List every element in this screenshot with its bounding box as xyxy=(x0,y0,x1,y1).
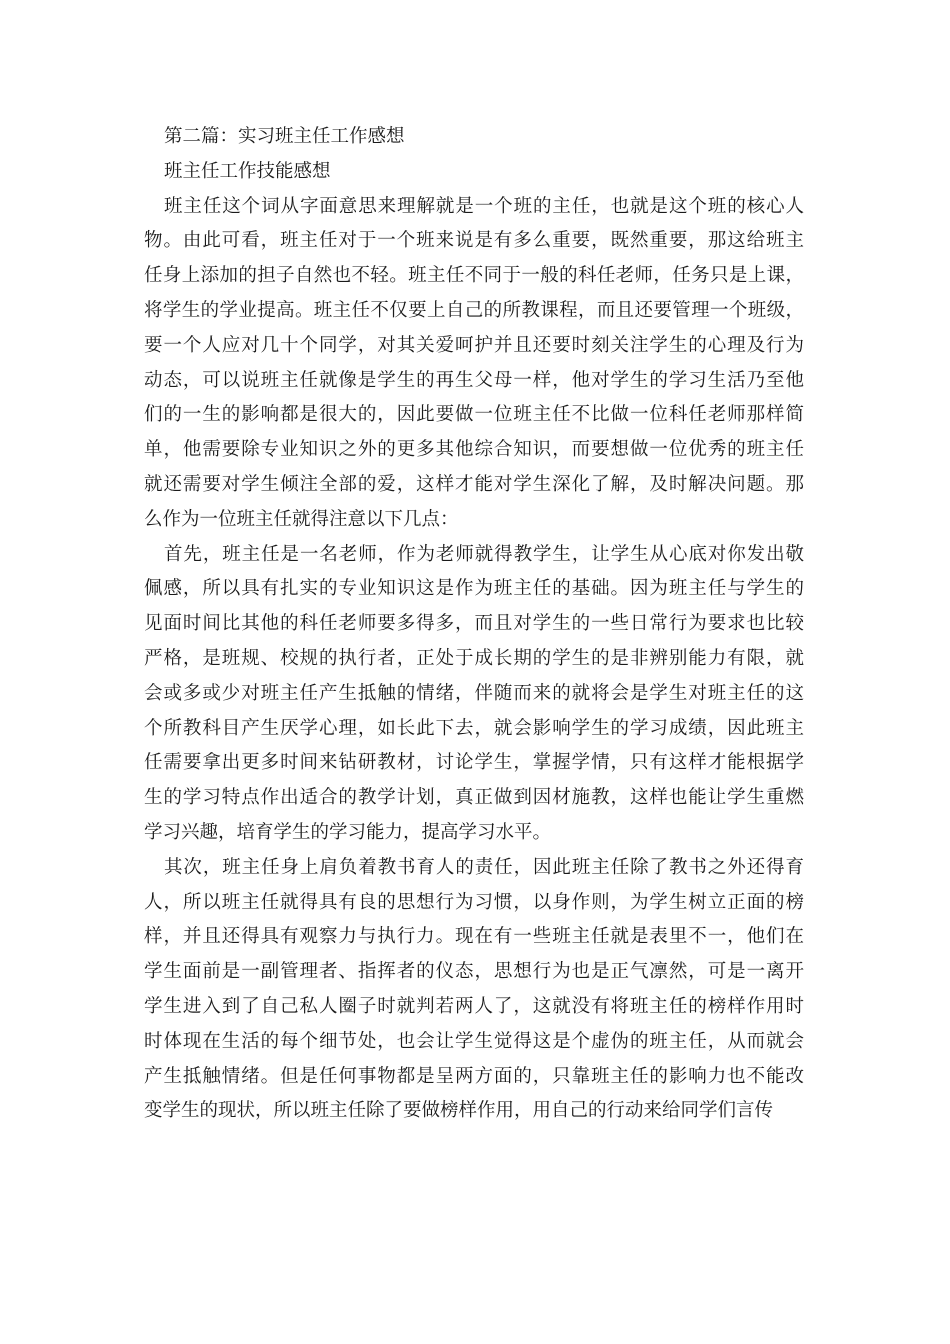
paragraph-line: 生的学习特点作出适合的教学计划，真正做到因材施教，这样也能让学生重燃 xyxy=(144,787,804,809)
document-body xyxy=(144,120,804,1129)
paragraph-line: 产生抵触情绪。但是任何事物都是呈两方面的，只靠班主任的影响力也不能改 xyxy=(144,1065,804,1087)
paragraph xyxy=(144,190,804,538)
paragraph-line: 就还需要对学生倾注全部的爱，这样才能对学生深化了解，及时解决问题。那 xyxy=(144,473,804,495)
paragraph-line: 佩感，所以具有扎实的专业知识这是作为班主任的基础。因为班主任与学生的 xyxy=(144,578,804,600)
paragraph-line: 物。由此可看，班主任对于一个班来说是有多么重要，既然重要，那这给班主 xyxy=(144,230,804,252)
paragraph-line: 首先，班主任是一名老师，作为老师就得教学生，让学生从心底对你发出敬 xyxy=(164,543,804,565)
paragraph-line: 班主任这个词从字面意思来理解就是一个班的主任，也就是这个班的核心人 xyxy=(164,195,804,217)
paragraph-line: 见面时间比其他的科任老师要多得多，而且对学生的一些日常行为要求也比较 xyxy=(144,613,804,635)
paragraph-line: 么作为一位班主任就得注意以下几点： xyxy=(144,508,459,530)
paragraph-line: 任身上添加的担子自然也不轻。班主任不同于一般的科任老师，任务只是上课， xyxy=(144,265,804,287)
paragraph-line: 会或多或少对班主任产生抵触的情绪，伴随而来的就将会是学生对班主任的这 xyxy=(144,682,804,704)
document-heading: 第二篇：实习班主任工作感想 xyxy=(164,126,405,147)
paragraph xyxy=(144,538,804,851)
paragraph-line: 其次，班主任身上肩负着教书育人的责任，因此班主任除了教书之外还得育 xyxy=(164,856,804,878)
paragraph-line: 时体现在生活的每个细节处，也会让学生觉得这是个虚伪的班主任，从而就会 xyxy=(144,1030,804,1052)
paragraph-line: 学生进入到了自己私人圈子时就判若两人了，这就没有将班主任的榜样作用时 xyxy=(144,995,804,1017)
paragraph-line: 将学生的学业提高。班主任不仅要上自己的所教课程，而且还要管理一个班级， xyxy=(144,299,804,321)
paragraph-line: 个所教科目产生厌学心理，如长此下去，就会影响学生的学习成绩，因此班主 xyxy=(144,717,804,739)
paragraph-line: 学习兴趣，培育学生的学习能力，提高学习水平。 xyxy=(144,821,552,843)
paragraph-line: 们的一生的影响都是很大的，因此要做一位班主任不比做一位科任老师那样简 xyxy=(144,404,804,426)
document-subheading: 班主任工作技能感想 xyxy=(164,160,331,182)
paragraph-container xyxy=(144,190,804,1130)
paragraph-line: 变学生的现状，所以班主任除了要做榜样作用，用自己的行动来给同学们言传 xyxy=(144,1100,774,1122)
paragraph-line: 严格，是班规、校规的执行者，正处于成长期的学生的是非辨别能力有限，就 xyxy=(144,647,804,669)
paragraph xyxy=(144,851,804,1129)
paragraph-line: 人，所以班主任就得具有良的思想行为习惯，以身作则，为学生树立正面的榜 xyxy=(144,891,804,913)
paragraph-line: 学生面前是一副管理者、指挥者的仪态，思想行为也是正气凛然，可是一离开 xyxy=(144,961,804,983)
paragraph-line: 单，他需要除专业知识之外的更多其他综合知识，而要想做一位优秀的班主任 xyxy=(144,439,804,461)
paragraph-line: 动态，可以说班主任就像是学生的再生父母一样，他对学生的学习生活乃至他 xyxy=(144,369,804,391)
paragraph-line: 任需要拿出更多时间来钻研教材，讨论学生，掌握学情，只有这样才能根据学 xyxy=(144,752,804,774)
paragraph-line: 样，并且还得具有观察力与执行力。现在有一些班主任就是表里不一，他们在 xyxy=(144,926,804,948)
paragraph-line: 要一个人应对几十个同学，对其关爱呵护并且还要时刻关注学生的心理及行为 xyxy=(144,334,804,356)
